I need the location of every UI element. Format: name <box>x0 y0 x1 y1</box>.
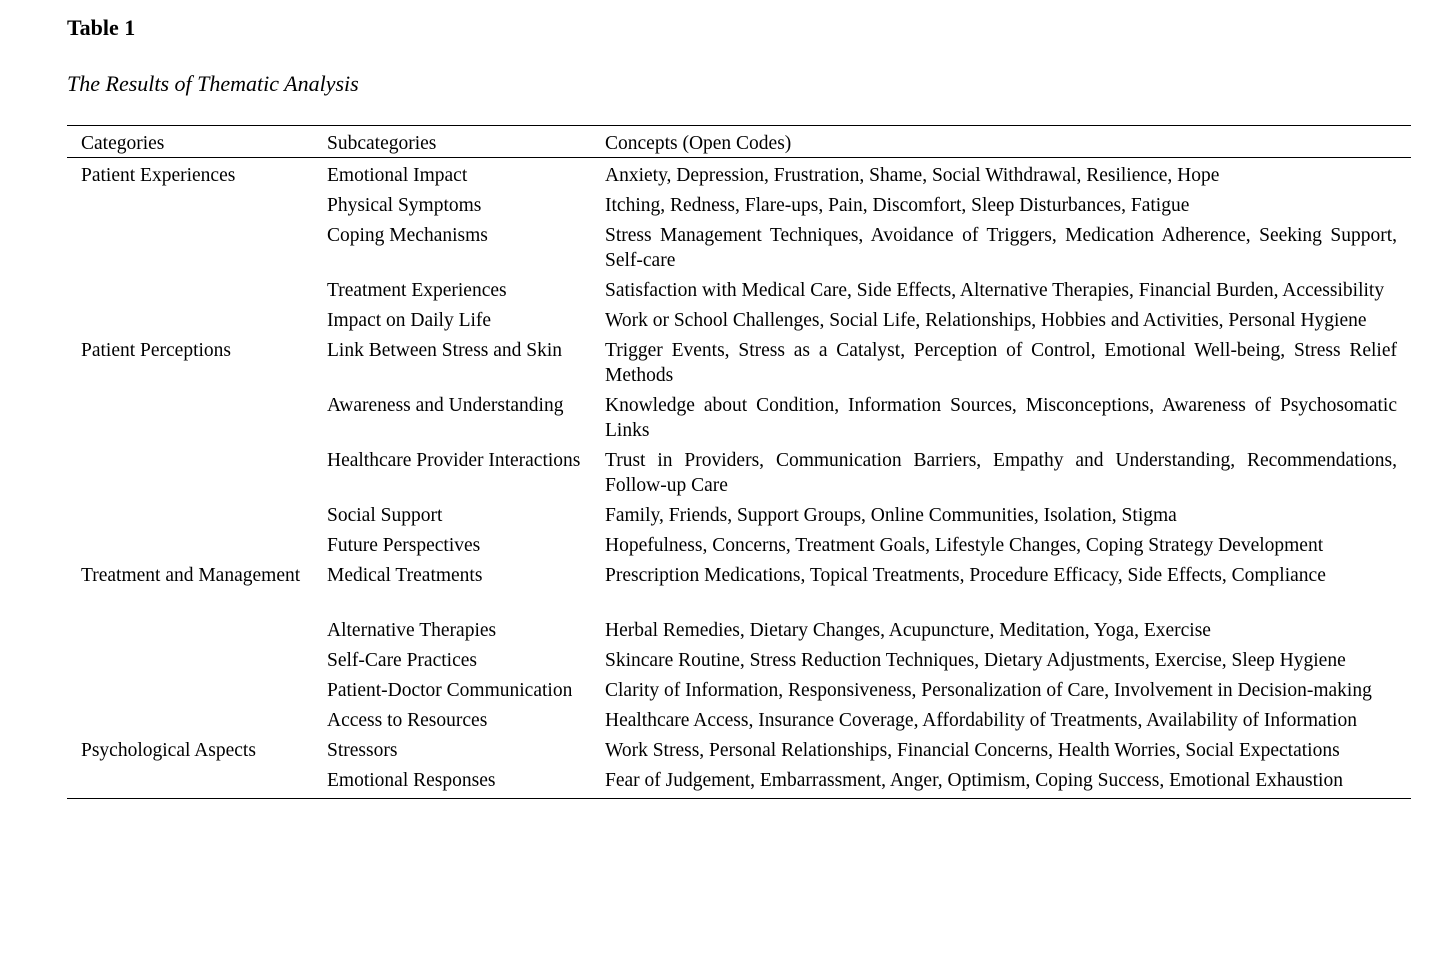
thematic-analysis-table <box>67 125 1411 799</box>
subcategory-cell: Treatment Experiences <box>327 280 507 301</box>
concepts-cell: Satisfaction with Medical Care, Side Effects, Alternative Therapies, Financial Burden, Accessibility <box>605 280 1385 301</box>
table-row <box>67 338 1411 393</box>
concepts-cell: Work or School Challenges, Social Life, Relationships, Hobbies and Activities, Personal Hygiene <box>605 310 1367 331</box>
concepts-cell: Trigger Events, Stress as a Catalyst, Perception of Control, Emotional Well-being, Stress Relief Methods <box>605 340 1397 386</box>
subcategory-cell: Physical Symptoms <box>327 195 482 216</box>
subcategory-cell: Alternative Therapies <box>327 620 497 641</box>
table-row <box>67 563 1411 618</box>
subcategory-cell: Medical Treatments <box>327 565 483 586</box>
concepts-cell: Stress Management Techniques, Avoidance of Triggers, Medication Adherence, Seeking Support, Self-care <box>605 225 1397 271</box>
category-cell <box>67 393 313 448</box>
subcategory-cell: Healthcare Provider Interactions <box>327 450 581 471</box>
concepts-cell: Prescription Medications, Topical Treatments, Procedure Efficacy, Side Effects, Compliance <box>605 565 1326 586</box>
category-cell <box>67 618 313 648</box>
concepts-cell: Anxiety, Depression, Frustration, Shame, Social Withdrawal, Resilience, Hope <box>605 165 1220 186</box>
concepts-cell: Clarity of Information, Responsiveness, Personalization of Care, Involvement in Decision-making <box>605 680 1372 701</box>
table-row <box>67 738 1411 768</box>
subcategory-cell: Awareness and Understanding <box>327 395 564 416</box>
subcategory-cell: Future Perspectives <box>327 535 481 556</box>
category-cell <box>67 448 313 503</box>
table-title: The Results of Thematic Analysis <box>67 71 359 96</box>
table-row <box>67 708 1411 738</box>
table-row <box>67 618 1411 648</box>
header-concepts: Concepts (Open Codes) <box>591 126 1411 158</box>
table-row <box>67 223 1411 278</box>
table-row <box>67 158 1411 194</box>
concepts-cell: Work Stress, Personal Relationships, Financial Concerns, Health Worries, Social Expectations <box>605 740 1340 761</box>
header-subcategories: Subcategories <box>313 126 591 158</box>
category-cell: Treatment and Management <box>81 565 301 586</box>
subcategory-cell: Link Between Stress and Skin <box>327 340 563 361</box>
subcategory-cell: Self-Care Practices <box>327 650 477 671</box>
category-cell <box>67 223 313 278</box>
category-cell <box>67 503 313 533</box>
header-categories: Categories <box>67 126 313 158</box>
table-row <box>67 308 1411 338</box>
concepts-cell: Itching, Redness, Flare-ups, Pain, Discomfort, Sleep Disturbances, Fatigue <box>605 195 1190 216</box>
subcategory-cell: Access to Resources <box>327 710 488 731</box>
category-cell: Psychological Aspects <box>81 740 256 761</box>
subcategory-cell: Emotional Impact <box>327 165 468 186</box>
category-cell <box>67 278 313 308</box>
category-cell <box>67 678 313 708</box>
concepts-cell: Family, Friends, Support Groups, Online Communities, Isolation, Stigma <box>605 505 1177 526</box>
category-cell: Patient Perceptions <box>81 340 232 361</box>
concepts-cell: Fear of Judgement, Embarrassment, Anger, Optimism, Coping Success, Emotional Exhaustion <box>605 770 1343 791</box>
category-cell: Patient Experiences <box>81 165 236 186</box>
table-row <box>67 768 1411 798</box>
category-cell <box>67 708 313 738</box>
table-row <box>67 278 1411 308</box>
table-row <box>67 533 1411 563</box>
table-label: Table 1 <box>67 15 136 40</box>
subcategory-cell: Coping Mechanisms <box>327 225 488 246</box>
concepts-cell: Hopefulness, Concerns, Treatment Goals, Lifestyle Changes, Coping Strategy Development <box>605 535 1324 556</box>
concepts-cell: Herbal Remedies, Dietary Changes, Acupuncture, Meditation, Yoga, Exercise <box>605 620 1211 641</box>
category-cell <box>67 533 313 563</box>
category-cell <box>67 648 313 678</box>
table-row <box>67 503 1411 533</box>
concepts-cell: Trust in Providers, Communication Barriers, Empathy and Understanding, Recommendations, Follow-up Care <box>605 450 1397 496</box>
subcategory-cell: Emotional Responses <box>327 770 496 791</box>
concepts-cell: Knowledge about Condition, Information Sources, Misconceptions, Awareness of Psychosomatic Links <box>605 395 1397 441</box>
table-row <box>67 648 1411 678</box>
concepts-cell: Healthcare Access, Insurance Coverage, Affordability of Treatments, Availability of Information <box>605 710 1357 731</box>
category-cell <box>67 308 313 338</box>
subcategory-cell: Social Support <box>327 505 443 526</box>
table-row <box>67 678 1411 708</box>
subcategory-cell: Stressors <box>327 740 398 761</box>
category-cell <box>67 768 313 798</box>
subcategory-cell: Patient-Doctor Communication <box>327 680 573 701</box>
table-row <box>67 448 1411 503</box>
table-row <box>67 193 1411 223</box>
table-row <box>67 393 1411 448</box>
concepts-cell: Skincare Routine, Stress Reduction Techniques, Dietary Adjustments, Exercise, Sleep Hygiene <box>605 650 1346 671</box>
table-header-row <box>67 126 1411 158</box>
category-cell <box>67 193 313 223</box>
subcategory-cell: Impact on Daily Life <box>327 310 492 331</box>
